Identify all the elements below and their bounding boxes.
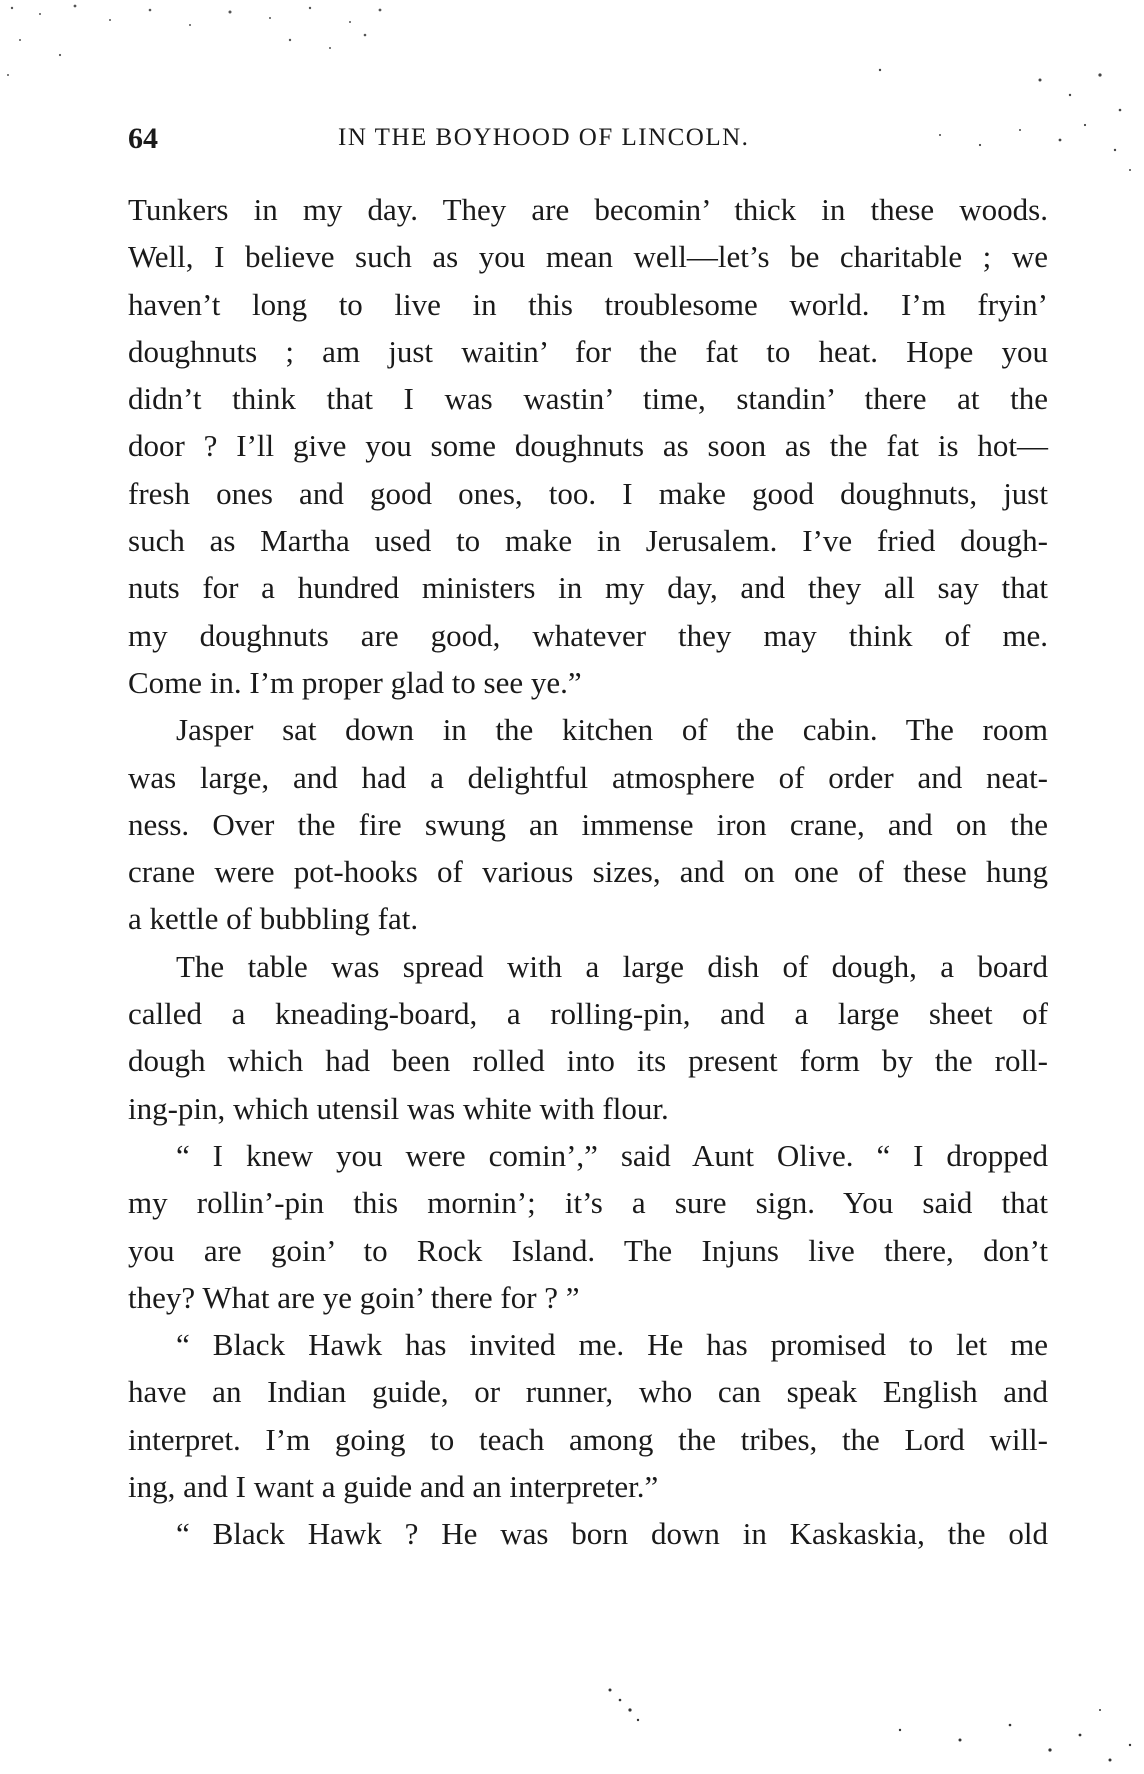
text-line: Tunkers in my day. They are becomin’ thick in these woods. (128, 192, 1048, 227)
text-line: doughnuts ; am just waitin’ for the fat to heat. Hope you (128, 333, 1048, 369)
text-line: didn’t think that I was wastin’ time, standin’ there at the (128, 381, 1048, 417)
text-line: was large, and had a delightful atmosphere of order and neat- (128, 759, 1048, 795)
text-line: such as Martha used to make in Jerusalem. I’ve fried dough- (128, 523, 1048, 559)
text-line: a kettle of bubbling fat. (128, 901, 419, 937)
text-line: haven’t long to live in this troublesome world. I’m fryin’ (128, 286, 1048, 322)
text-line: Jasper sat down in the kitchen of the cabin. The room (176, 712, 1048, 748)
text-line: The table was spread with a large dish of dough, a board (176, 948, 1048, 984)
text-line: Well, I believe such as you mean well—let’s be charitable ; we (128, 239, 1048, 275)
text-line: crane were pot-hooks of various sizes, and on one of these hung (128, 854, 1048, 890)
text-line: Come in. I’m proper glad to see ye.” (128, 664, 582, 700)
text-line: interpret. I’m going to teach among the tribes, the Lord will- (128, 1421, 1048, 1457)
page-number: 64 (128, 122, 158, 155)
text-line: my doughnuts are good, whatever they may think of me. (128, 617, 1048, 653)
text-line: my rollin’-pin this mornin’; it’s a sure sign. You said that (128, 1185, 1048, 1221)
text-line: “ I knew you were comin’,” said Aunt Olive. “ I dropped (176, 1137, 1048, 1173)
text-line: have an Indian guide, or runner, who can speak English and (128, 1374, 1048, 1410)
text-line: dough which had been rolled into its present form by the roll- (128, 1043, 1048, 1079)
running-head: IN THE BOYHOOD OF LINCOLN. (338, 124, 750, 151)
scan-noise-top-right (820, 50, 1144, 190)
page-header (128, 122, 1048, 158)
scan-noise-bottom (580, 1670, 1144, 1774)
text-line: “ Black Hawk ? He was born down in Kaskaskia, the old (176, 1516, 1048, 1552)
text-line: ness. Over the fire swung an immense iron crane, and on the (128, 806, 1048, 842)
text-line: fresh ones and good ones, too. I make good doughnuts, just (128, 475, 1048, 511)
text-line: door ? I’ll give you some doughnuts as soon as the fat is hot— (128, 428, 1048, 464)
page-body (128, 186, 1048, 1558)
text-line: ing, and I want a guide and an interpreter.” (128, 1469, 659, 1505)
text-line: “ Black Hawk has invited me. He has promised to let me (176, 1327, 1048, 1363)
text-line: they? What are ye goin’ there for ? ” (128, 1279, 580, 1315)
text-line: nuts for a hundred ministers in my day, and they all say that (128, 570, 1048, 606)
text-line: called a kneading-board, a rolling-pin, and a large sheet of (128, 996, 1048, 1032)
scan-noise-top-left (0, 0, 420, 90)
text-line: you are goin’ to Rock Island. The Injuns live there, don’t (128, 1232, 1048, 1268)
text-line: ing-pin, which utensil was white with flour. (128, 1090, 669, 1126)
